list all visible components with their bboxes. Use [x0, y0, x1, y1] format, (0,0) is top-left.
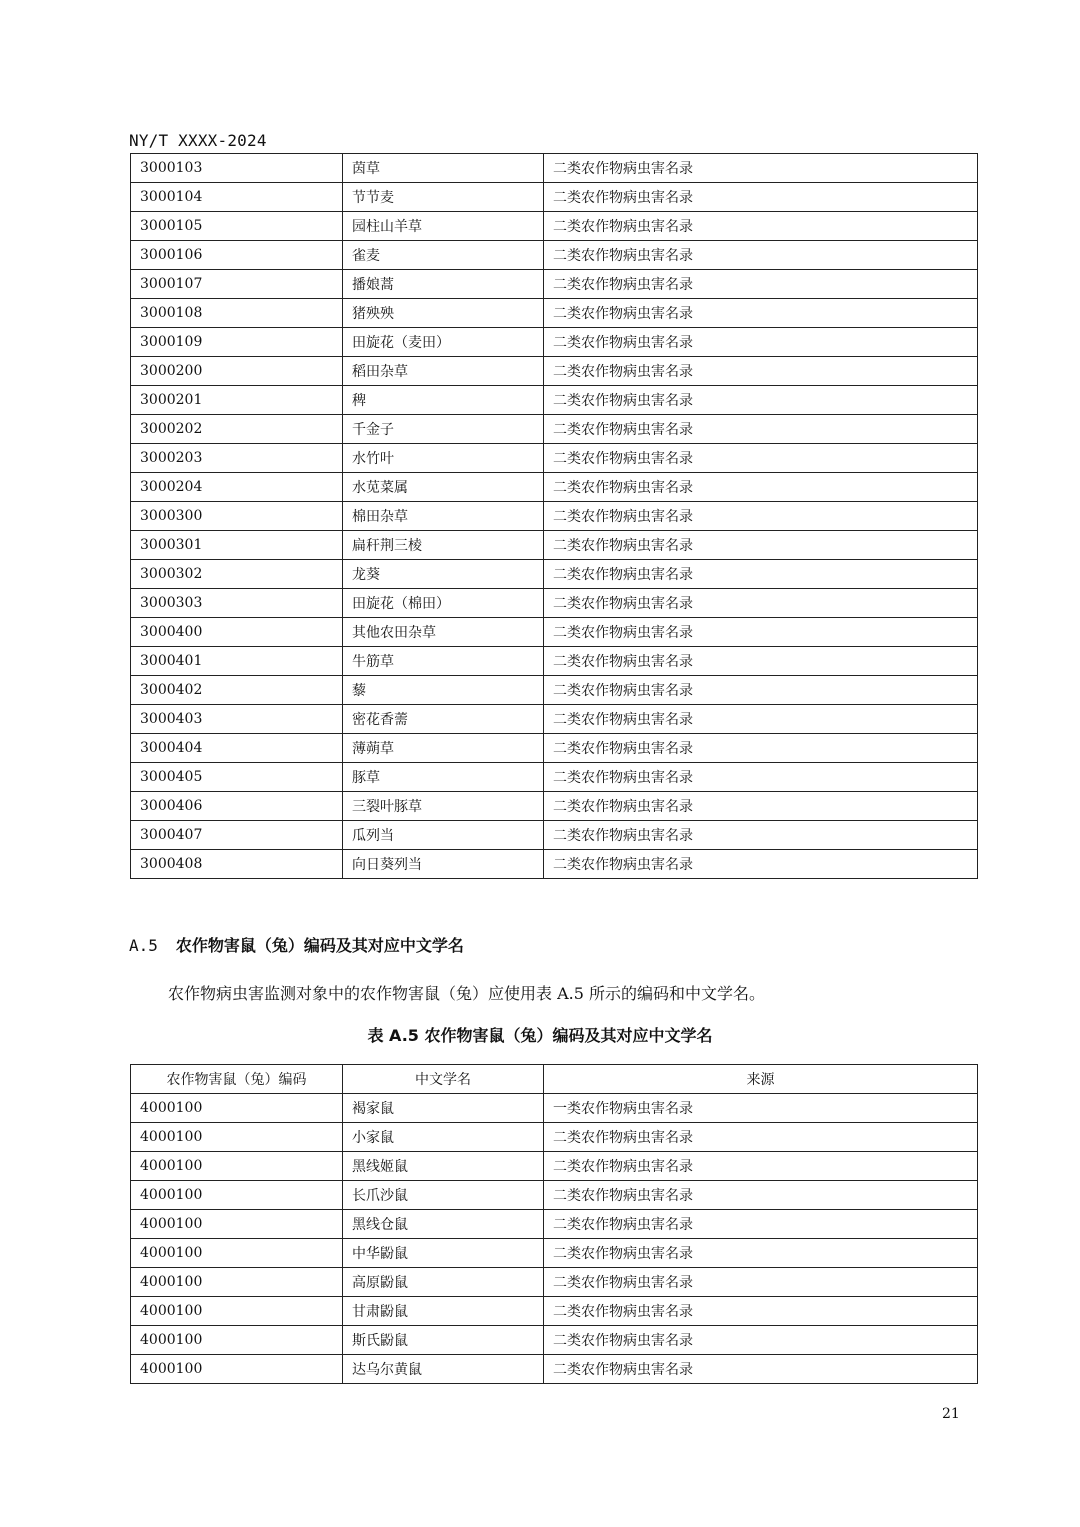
cell-chinese-name: 棉田杂草: [343, 502, 544, 531]
cell-source: 二类农作物病虫害名录: [544, 734, 978, 763]
cell-source: 二类农作物病虫害名录: [544, 357, 978, 386]
cell-source: 二类农作物病虫害名录: [544, 647, 978, 676]
cell-code: 4000100: [131, 1152, 343, 1181]
cell-chinese-name: 高原鼢鼠: [343, 1268, 544, 1297]
weed-code-table-body: [131, 154, 978, 879]
section-title: 农作物害鼠（兔）编码及其对应中文学名: [175, 936, 464, 955]
cell-source: 二类农作物病虫害名录: [544, 1268, 978, 1297]
cell-source: 二类农作物病虫害名录: [544, 241, 978, 270]
cell-code: 3000108: [131, 299, 343, 328]
cell-source: 二类农作物病虫害名录: [544, 589, 978, 618]
cell-chinese-name: 猪殃殃: [343, 299, 544, 328]
cell-source: 二类农作物病虫害名录: [544, 676, 978, 705]
cell-chinese-name: 薄蒴草: [343, 734, 544, 763]
table-row: [131, 473, 978, 502]
cell-source: 二类农作物病虫害名录: [544, 183, 978, 212]
cell-source: 二类农作物病虫害名录: [544, 1210, 978, 1239]
cell-code: 3000301: [131, 531, 343, 560]
cell-code: 3000104: [131, 183, 343, 212]
cell-code: 3000302: [131, 560, 343, 589]
table-row: [131, 183, 978, 212]
cell-code: 4000100: [131, 1094, 343, 1123]
cell-chinese-name: 节节麦: [343, 183, 544, 212]
cell-chinese-name: 黑线仓鼠: [343, 1210, 544, 1239]
table-row: [131, 589, 978, 618]
cell-source: 二类农作物病虫害名录: [544, 821, 978, 850]
table-row: [131, 270, 978, 299]
cell-code: 3000402: [131, 676, 343, 705]
cell-source: 二类农作物病虫害名录: [544, 502, 978, 531]
table-row: [131, 212, 978, 241]
table-row: [131, 1297, 978, 1326]
cell-code: 3000408: [131, 850, 343, 879]
cell-chinese-name: 褐家鼠: [343, 1094, 544, 1123]
cell-code: 3000200: [131, 357, 343, 386]
cell-chinese-name: 水苋菜属: [343, 473, 544, 502]
cell-source: 二类农作物病虫害名录: [544, 1152, 978, 1181]
cell-code: 3000407: [131, 821, 343, 850]
table-row: [131, 415, 978, 444]
cell-chinese-name: 龙葵: [343, 560, 544, 589]
cell-code: 4000100: [131, 1210, 343, 1239]
cell-chinese-name: 豚草: [343, 763, 544, 792]
table-caption: 表 A.5 农作物害鼠（兔）编码及其对应中文学名: [367, 1026, 713, 1045]
table-row: [131, 502, 978, 531]
cell-code: 3000103: [131, 154, 343, 183]
table-row: [131, 763, 978, 792]
cell-code: 3000106: [131, 241, 343, 270]
cell-code: 3000109: [131, 328, 343, 357]
table-row: [131, 1181, 978, 1210]
table-row: [131, 734, 978, 763]
cell-code: 3000105: [131, 212, 343, 241]
cell-chinese-name: 黑线姬鼠: [343, 1152, 544, 1181]
table-row: [131, 676, 978, 705]
cell-source: 二类农作物病虫害名录: [544, 328, 978, 357]
cell-chinese-name: 小家鼠: [343, 1123, 544, 1152]
table-row: [131, 1239, 978, 1268]
table-row: [131, 1094, 978, 1123]
cell-source: 二类农作物病虫害名录: [544, 386, 978, 415]
cell-source: 二类农作物病虫害名录: [544, 850, 978, 879]
rodent-code-table: [130, 1064, 978, 1384]
cell-code: 4000100: [131, 1355, 343, 1384]
cell-code: 4000100: [131, 1326, 343, 1355]
cell-source: 二类农作物病虫害名录: [544, 560, 978, 589]
cell-chinese-name: 雀麦: [343, 241, 544, 270]
cell-chinese-name: 三裂叶豚草: [343, 792, 544, 821]
cell-code: 3000204: [131, 473, 343, 502]
rodent-code-table-body: [131, 1094, 978, 1384]
page-number: 21: [942, 1406, 960, 1422]
cell-source: 二类农作物病虫害名录: [544, 1297, 978, 1326]
cell-source: 二类农作物病虫害名录: [544, 444, 978, 473]
cell-code: 3000403: [131, 705, 343, 734]
cell-chinese-name: 园柱山羊草: [343, 212, 544, 241]
cell-source: 二类农作物病虫害名录: [544, 531, 978, 560]
cell-chinese-name: 水竹叶: [343, 444, 544, 473]
cell-chinese-name: 向日葵列当: [343, 850, 544, 879]
table-row: [131, 560, 978, 589]
table-row: [131, 444, 978, 473]
table-row: [131, 299, 978, 328]
table-row: [131, 792, 978, 821]
cell-code: 3000107: [131, 270, 343, 299]
cell-code: 4000100: [131, 1123, 343, 1152]
section-number: A.5: [129, 936, 158, 955]
cell-source: 二类农作物病虫害名录: [544, 618, 978, 647]
cell-chinese-name: 长爪沙鼠: [343, 1181, 544, 1210]
table-row: [131, 357, 978, 386]
table-row: [131, 328, 978, 357]
cell-source: 二类农作物病虫害名录: [544, 1181, 978, 1210]
weed-code-table: [130, 153, 978, 879]
cell-chinese-name: 其他农田杂草: [343, 618, 544, 647]
cell-chinese-name: 牛筋草: [343, 647, 544, 676]
table-row: [131, 1210, 978, 1239]
table-row: [131, 850, 978, 879]
cell-chinese-name: 扁秆荆三棱: [343, 531, 544, 560]
cell-source: 二类农作物病虫害名录: [544, 705, 978, 734]
table-row: [131, 647, 978, 676]
cell-chinese-name: 瓜列当: [343, 821, 544, 850]
column-header-code: 农作物害鼠（兔）编码: [131, 1065, 343, 1094]
cell-chinese-name: 千金子: [343, 415, 544, 444]
cell-chinese-name: 稻田杂草: [343, 357, 544, 386]
cell-chinese-name: 达乌尔黄鼠: [343, 1355, 544, 1384]
cell-source: 二类农作物病虫害名录: [544, 1239, 978, 1268]
cell-code: 3000203: [131, 444, 343, 473]
cell-chinese-name: 斯氏鼢鼠: [343, 1326, 544, 1355]
cell-source: 二类农作物病虫害名录: [544, 792, 978, 821]
table-row: [131, 1152, 978, 1181]
cell-code: 3000406: [131, 792, 343, 821]
table-row: [131, 154, 978, 183]
cell-code: 4000100: [131, 1297, 343, 1326]
cell-chinese-name: 中华鼢鼠: [343, 1239, 544, 1268]
cell-code: 4000100: [131, 1181, 343, 1210]
cell-chinese-name: 密花香薷: [343, 705, 544, 734]
table-row: [131, 386, 978, 415]
cell-code: 3000300: [131, 502, 343, 531]
cell-code: 3000201: [131, 386, 343, 415]
cell-code: 3000303: [131, 589, 343, 618]
table-row: [131, 1123, 978, 1152]
cell-source: 二类农作物病虫害名录: [544, 473, 978, 502]
cell-source: 二类农作物病虫害名录: [544, 154, 978, 183]
column-header-name: 中文学名: [343, 1065, 544, 1094]
cell-code: 4000100: [131, 1239, 343, 1268]
cell-chinese-name: 播娘蒿: [343, 270, 544, 299]
cell-source: 二类农作物病虫害名录: [544, 212, 978, 241]
table-row: [131, 1326, 978, 1355]
table-row: [131, 705, 978, 734]
section-paragraph: 农作物病虫害监测对象中的农作物害鼠（兔）应使用表 A.5 所示的编码和中文学名。: [168, 984, 765, 1003]
table-row: [131, 821, 978, 850]
cell-source: 二类农作物病虫害名录: [544, 415, 978, 444]
cell-source: 一类农作物病虫害名录: [544, 1094, 978, 1123]
section-heading: [129, 934, 464, 958]
document-code: NY/T XXXX-2024: [129, 131, 267, 150]
cell-code: 3000404: [131, 734, 343, 763]
cell-source: 二类农作物病虫害名录: [544, 1123, 978, 1152]
cell-source: 二类农作物病虫害名录: [544, 299, 978, 328]
cell-source: 二类农作物病虫害名录: [544, 1326, 978, 1355]
column-header-source: 来源: [544, 1065, 978, 1094]
cell-code: 3000401: [131, 647, 343, 676]
cell-chinese-name: 甘肃鼢鼠: [343, 1297, 544, 1326]
cell-chinese-name: 茵草: [343, 154, 544, 183]
cell-source: 二类农作物病虫害名录: [544, 763, 978, 792]
cell-code: 4000100: [131, 1268, 343, 1297]
table-row: [131, 1268, 978, 1297]
cell-code: 3000400: [131, 618, 343, 647]
cell-chinese-name: 稗: [343, 386, 544, 415]
table-row: [131, 1355, 978, 1384]
cell-source: 二类农作物病虫害名录: [544, 1355, 978, 1384]
cell-source: 二类农作物病虫害名录: [544, 270, 978, 299]
table-row: [131, 241, 978, 270]
table-row: [131, 531, 978, 560]
cell-code: 3000405: [131, 763, 343, 792]
cell-chinese-name: 田旋花（麦田）: [343, 328, 544, 357]
table-row: [131, 618, 978, 647]
cell-chinese-name: 藜: [343, 676, 544, 705]
cell-chinese-name: 田旋花（棉田）: [343, 589, 544, 618]
table-header-row: [131, 1065, 978, 1094]
cell-code: 3000202: [131, 415, 343, 444]
